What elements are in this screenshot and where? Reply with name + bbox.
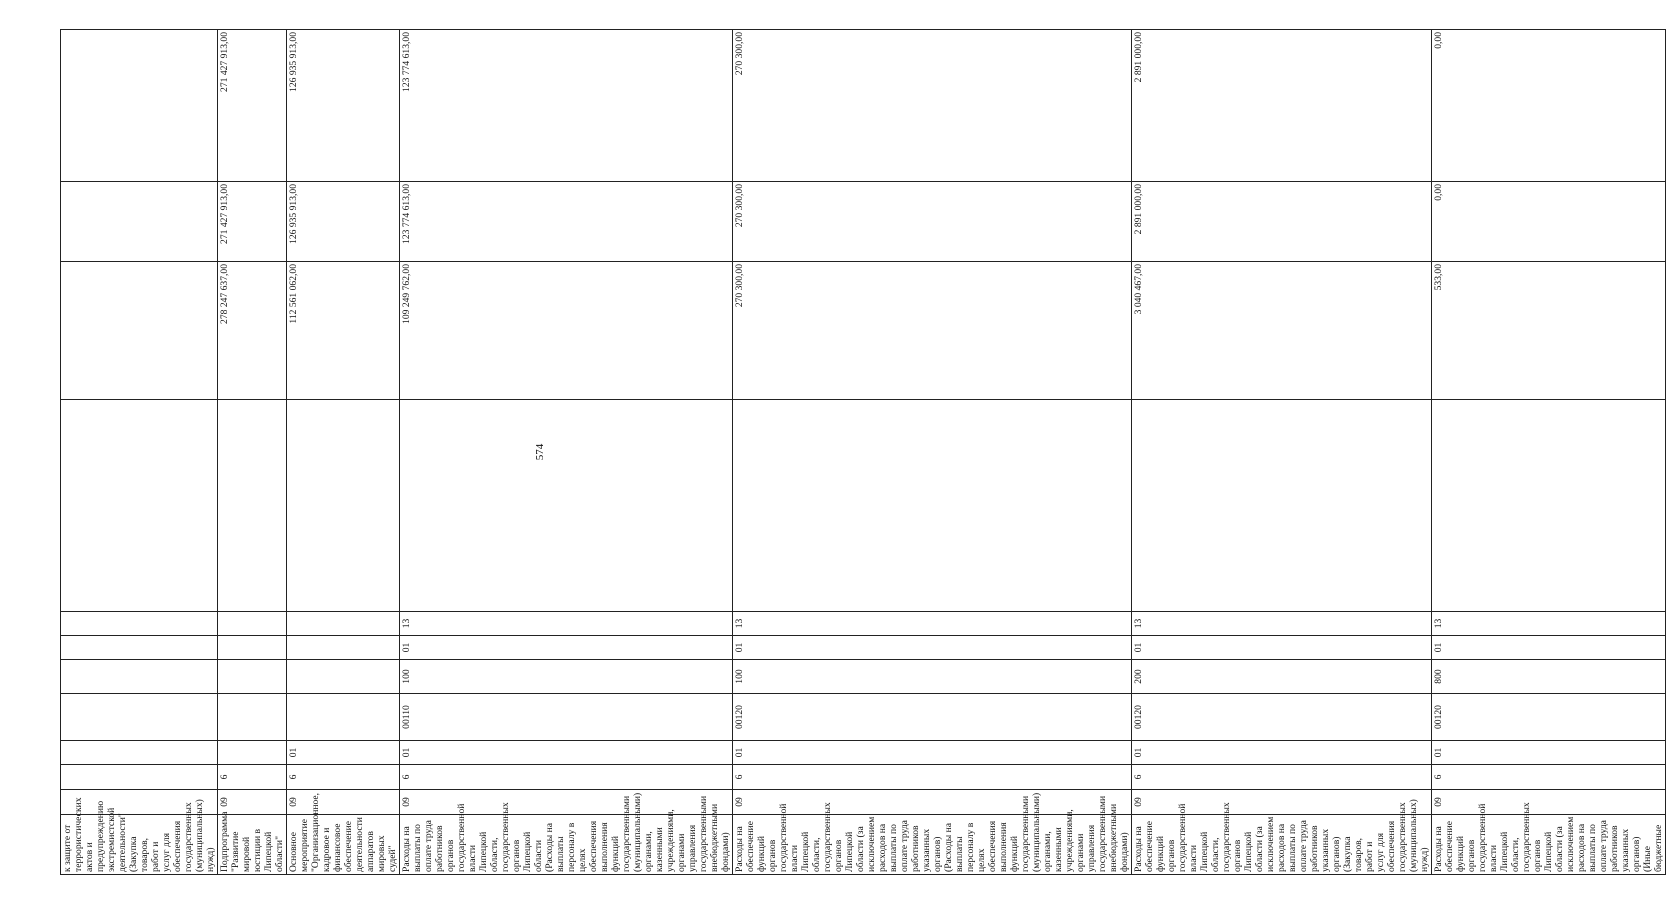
cell-c4 [218,694,287,741]
cell-c6: 01 [1432,636,1666,660]
cell-c5: 200 [1132,660,1432,694]
cell-c5 [61,660,218,694]
cell-c1: 09 [287,790,400,815]
cell-v2: 0,00 [1432,182,1666,262]
budget-table [60,29,1666,875]
cell-c2: 6 [287,765,400,790]
cell-empty [287,400,400,612]
cell-v3: 123 774 613,00 [400,30,733,182]
cell-v1: 278 247 637,00 [218,262,287,400]
cell-v1 [61,262,218,400]
cell-empty [1432,400,1666,612]
table-row [733,30,1132,875]
cell-v3 [61,30,218,182]
cell-c4: 00110 [400,694,733,741]
table-row [287,30,400,875]
cell-v1: 533,00 [1432,262,1666,400]
cell-v2: 126 935 913,00 [287,182,400,262]
cell-c1: 09 [1132,790,1432,815]
cell-v3: 126 935 913,00 [287,30,400,182]
cell-c3: 01 [287,741,400,765]
cell-c2: 6 [400,765,733,790]
cell-name: к защите от террористических актов и предупреждению экстремистской деятельности" (Закупка товаров, работ и услуг для обеспечения государственных (муниципальных) нужд) [61,815,218,875]
cell-v3: 271 427 913,00 [218,30,287,182]
cell-name: Расходы на обеспечение функций органов государственной власти Липецкой области, государственных органов Липецкой области (за исключением расходов на выплаты по оплате труда работников указанных органов) (Закупка товаров, работ и услуг для обеспечения государственных (муниципальных) нужд) [1132,815,1432,875]
cell-c7: 13 [1132,612,1432,636]
cell-c6: 01 [400,636,733,660]
cell-c4: 00120 [733,694,1132,741]
cell-c4: 00120 [1432,694,1666,741]
table-row [61,30,218,875]
cell-v3: 270 300,00 [733,30,1132,182]
cell-name: Расходы на обеспечение функций органов государственной власти Липецкой области, государственных органов Липецкой области (за исключением расходов на выплаты по оплате труда работников указанных органов) (Расходы на выплаты персоналу в целях обеспечения выполнения функций государственными (муниципальными) органами, казенными учреждениями, органами управления государственными внебюджетными фондами) [733,815,1132,875]
cell-empty [218,400,287,612]
cell-c6 [218,636,287,660]
cell-c7 [287,612,400,636]
cell-c1: 09 [218,790,287,815]
cell-c2 [61,765,218,790]
cell-v3: 2 891 000,00 [1132,30,1432,182]
cell-c3: 01 [1132,741,1432,765]
cell-v1: 109 249 762,00 [400,262,733,400]
cell-c4 [61,694,218,741]
cell-c3: 01 [400,741,733,765]
cell-name: Расходы на обеспечение функций органов государственной власти Липецкой области, государственных органов Липецкой области (за исключением расходов на выплаты по оплате труда работников указанных органов) (Иные бюджетные [1432,815,1666,875]
cell-c2: 6 [218,765,287,790]
table-row [400,30,733,875]
cell-v2: 2 891 000,00 [1132,182,1432,262]
cell-v1: 112 561 062,00 [287,262,400,400]
cell-c1: 09 [400,790,733,815]
cell-empty [400,400,733,612]
cell-c6: 01 [733,636,1132,660]
cell-v2 [61,182,218,262]
cell-c4 [287,694,400,741]
cell-name: Основное мероприятие "Организационное, кадровое и финансовое обеспечение деятельности аппаратов мировых судей" [287,815,400,875]
cell-c2: 6 [733,765,1132,790]
cell-v1: 270 300,00 [733,262,1132,400]
cell-c5 [218,660,287,694]
cell-empty [61,400,218,612]
cell-c4: 00120 [1132,694,1432,741]
cell-c6 [61,636,218,660]
cell-c7 [218,612,287,636]
cell-v3: 0,00 [1432,30,1666,182]
cell-c7: 13 [1432,612,1666,636]
cell-v2: 271 427 913,00 [218,182,287,262]
cell-c3 [61,741,218,765]
cell-c5 [287,660,400,694]
cell-c2: 6 [1132,765,1432,790]
cell-v2: 123 774 613,00 [400,182,733,262]
cell-v1: 3 040 467,00 [1132,262,1432,400]
cell-c1: 09 [1432,790,1666,815]
page-number: 574 [534,443,546,461]
table-row [218,30,287,875]
cell-empty [1132,400,1432,612]
cell-v2: 270 300,00 [733,182,1132,262]
cell-c5: 800 [1432,660,1666,694]
cell-c3: 01 [733,741,1132,765]
cell-c2: 6 [1432,765,1666,790]
cell-c7: 13 [733,612,1132,636]
cell-c1: 09 [733,790,1132,815]
cell-c7 [61,612,218,636]
table-row [1432,30,1666,875]
cell-name: Подпрограмма "Развитие мировой юстиции в Липецкой области" [218,815,287,875]
cell-empty [733,400,1132,612]
cell-name: Расходы на выплаты по оплате труда работников органов государственной власти Липецкой области, государственных органов Липецкой области (Расходы на выплаты персоналу в целях обеспечения выполнения функций государственными (муниципальными) органами, казенными учреждениями, органами управления государственными внебюджетными фондами) [400,815,733,875]
cell-c7: 13 [400,612,733,636]
budget-table-container [60,30,1664,875]
cell-c5: 100 [400,660,733,694]
cell-c3: 01 [1432,741,1666,765]
cell-c5: 100 [733,660,1132,694]
cell-c3 [218,741,287,765]
cell-c6: 01 [1132,636,1432,660]
table-row [1132,30,1432,875]
cell-c6 [287,636,400,660]
